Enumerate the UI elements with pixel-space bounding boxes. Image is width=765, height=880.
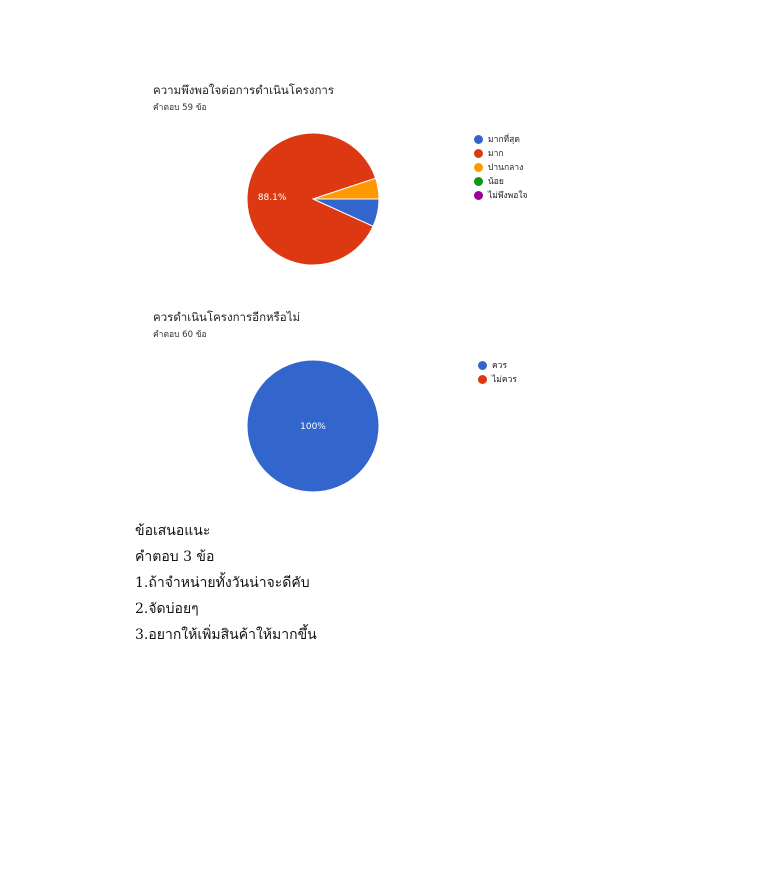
slice-label: 88.1% <box>257 192 287 203</box>
chart-legend <box>478 358 517 386</box>
legend-item[interactable] <box>474 160 527 174</box>
pie-chart <box>0 305 765 505</box>
slice-label: 100% <box>300 422 326 432</box>
legend-swatch <box>474 149 483 158</box>
suggestion-item: 3.อยากให้เพิ่มสินค้าให้มากขึ้น <box>135 627 317 643</box>
pie-chart <box>0 78 765 278</box>
satisfaction-chart <box>0 78 765 278</box>
legend-label: น้อย <box>488 177 504 187</box>
legend-label: มาก <box>488 149 504 159</box>
legend-label: ไม่ควร <box>492 375 517 385</box>
legend-item[interactable] <box>474 146 527 160</box>
suggestions-heading: ข้อเสนอแนะ <box>135 523 211 539</box>
legend-item[interactable] <box>478 358 517 372</box>
suggestion-item: 2.จัดบ่อยๆ <box>135 601 199 617</box>
legend-item[interactable] <box>474 132 527 146</box>
suggestions-section <box>135 520 317 650</box>
chart-title: ความพึงพอใจต่อการดำเนินโครงการ <box>153 83 335 97</box>
legend-label: ควร <box>492 361 508 371</box>
legend-label: ไม่พึงพอใจ <box>488 191 528 201</box>
chart-legend <box>474 132 527 202</box>
legend-swatch <box>474 135 483 144</box>
chart-subtitle: คำตอบ 60 ข้อ <box>153 330 207 340</box>
legend-swatch <box>478 375 487 384</box>
legend-item[interactable] <box>474 188 527 202</box>
legend-item[interactable] <box>474 174 527 188</box>
continue-project-chart <box>0 305 765 505</box>
legend-label: ปานกลาง <box>488 163 524 173</box>
chart-title: ควรดำเนินโครงการอีกหรือไม่ <box>153 310 301 324</box>
legend-swatch <box>474 191 483 200</box>
legend-item[interactable] <box>478 372 517 386</box>
suggestions-count: คำตอบ 3 ข้อ <box>135 549 215 565</box>
suggestion-item: 1.ถ้าจำหน่ายทั้งวันน่าจะดีคับ <box>135 575 310 591</box>
legend-swatch <box>478 361 487 370</box>
legend-swatch <box>474 163 483 172</box>
legend-swatch <box>474 177 483 186</box>
legend-label: มากที่สุด <box>488 135 520 145</box>
chart-subtitle: คำตอบ 59 ข้อ <box>153 103 207 113</box>
